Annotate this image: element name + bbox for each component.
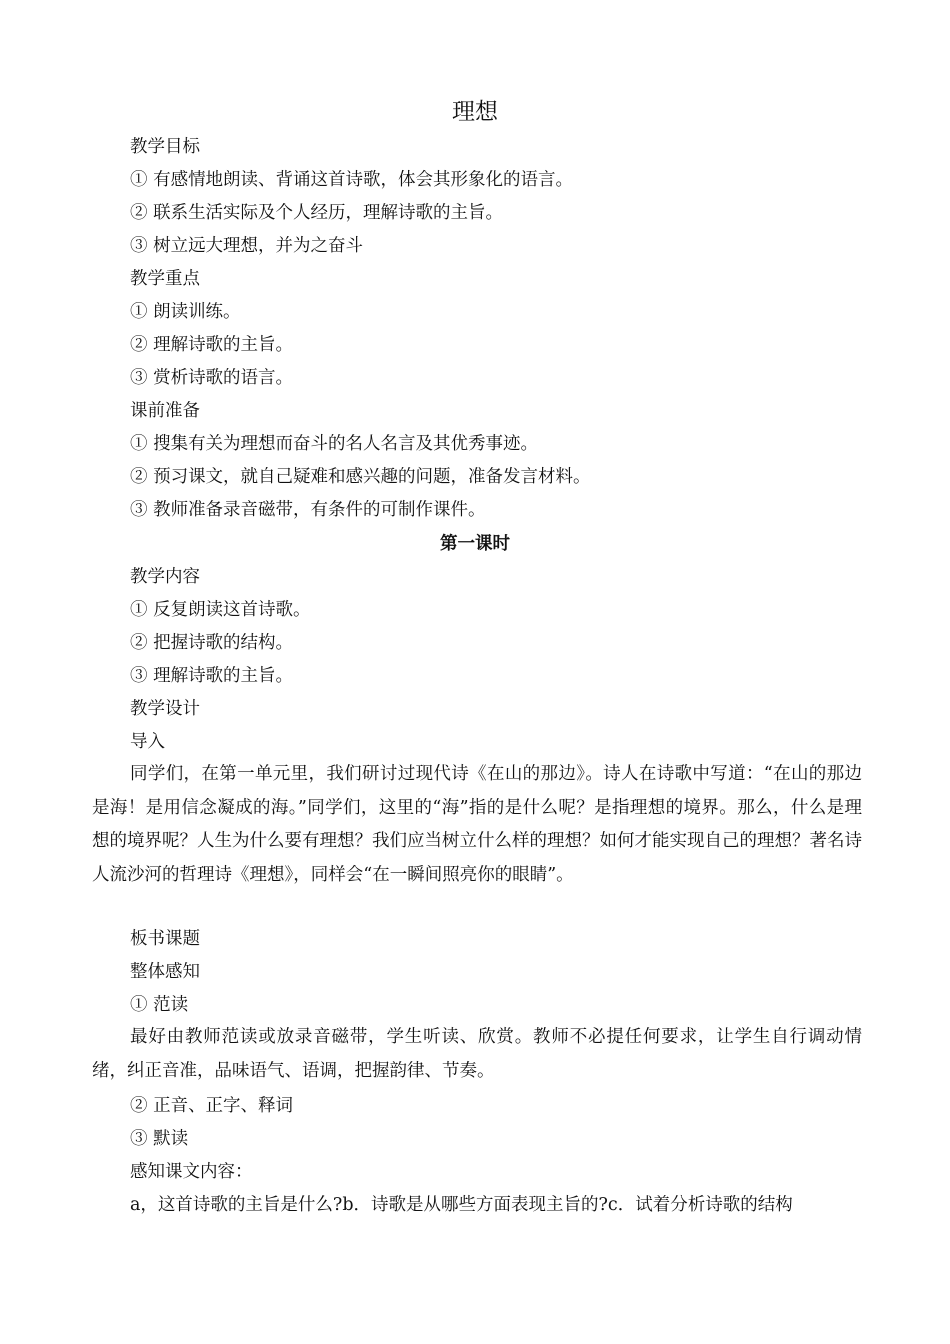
perceive-heading: 感知课文内容：: [130, 1162, 253, 1182]
intro-paragraph: 同学们，在第一单元里，我们研讨过现代诗《在山的那边》。诗人在诗歌中写道：“在山的那边是海！是用信念凝成的海。”同学们，这里的“海”指的是什么呢？是指理想的境界。那么，什么是理想的境界呢？人生为什么要有理想？我们应当树立什么样的理想？如何才能实现自己的理想？著名诗人流沙河的哲理诗《理想》，同样会“在一瞬间照亮你的眼睛”。: [92, 764, 862, 885]
content-item: ② 把握诗歌的结构。: [130, 633, 294, 653]
goal-item: ③ 树立远大理想，并为之奋斗: [130, 236, 364, 256]
prep-item: ③ 教师准备录音磁带，有条件的可制作课件。: [130, 500, 486, 520]
focus-item: ① 朗读训练。: [130, 302, 241, 322]
prep-item: ② 预习课文，就自己疑难和感兴趣的问题，准备发言材料。: [130, 467, 591, 487]
pronunciation-item: ② 正音、正字、释词: [130, 1096, 294, 1116]
goal-item: ② 联系生活实际及个人经历，理解诗歌的主旨。: [130, 203, 504, 223]
model-reading: ① 范读: [130, 995, 189, 1015]
goals-heading: 教学目标: [130, 137, 200, 157]
content-item: ① 反复朗读这首诗歌。: [130, 600, 311, 620]
design-heading: 教学设计: [130, 699, 200, 719]
silent-reading-item: ③ 默读: [130, 1129, 189, 1149]
content-heading: 教学内容: [130, 567, 200, 587]
model-paragraph: 最好由教师范读或放录音磁带，学生听读、欣赏。教师不必提任何要求，让学生自行调动情绪，纠正音准，品味语气、语调，把握韵律、节奏。: [92, 1027, 862, 1081]
prep-item: ① 搜集有关为理想而奋斗的名人名言及其优秀事迹。: [130, 434, 539, 454]
content-item: ③ 理解诗歌的主旨。: [130, 666, 294, 686]
goal-item: ① 有感情地朗读、背诵这首诗歌，体会其形象化的语言。: [130, 170, 574, 190]
questions-line: a，这首诗歌的主旨是什么?b．诗歌是从哪些方面表现主旨的?c．试着分析诗歌的结构: [130, 1195, 793, 1215]
overall-heading: 整体感知: [130, 962, 200, 982]
lesson-heading: 第一课时: [440, 534, 510, 554]
focus-heading: 教学重点: [130, 269, 200, 289]
intro-heading: 导入: [130, 732, 165, 752]
focus-item: ② 理解诗歌的主旨。: [130, 335, 294, 355]
board-title: 板书课题: [130, 929, 200, 949]
prep-heading: 课前准备: [130, 401, 200, 421]
focus-item: ③ 赏析诗歌的语言。: [130, 368, 294, 388]
doc-title: 理想: [452, 99, 498, 125]
